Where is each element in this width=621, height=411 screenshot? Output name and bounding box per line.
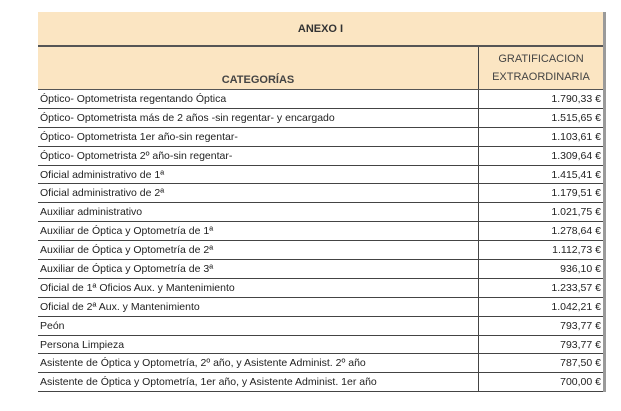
category-cell: Auxiliar de Óptica y Optometría de 3ª <box>40 262 214 275</box>
table-row <box>38 203 603 222</box>
annex-table <box>38 12 606 392</box>
category-cell: Oficial de 2ª Aux. y Mantenimiento <box>40 300 200 313</box>
category-cell: Persona Limpieza <box>40 338 125 351</box>
table-row <box>38 373 603 392</box>
category-cell: Óptico- Optometrista 1er año-sin regentar- <box>40 130 238 143</box>
table-row <box>38 109 603 128</box>
amount-cell: 1.021,75 € <box>478 203 603 221</box>
category-cell: Óptico- Optometrista más de 2 años -sin regentar- y encargado <box>40 111 335 124</box>
amount-cell: 793,77 € <box>478 317 603 335</box>
amount-cell: 1.515,65 € <box>478 109 603 127</box>
header-amount-line2: EXTRAORDINARIA <box>492 71 590 83</box>
table-title: ANEXO I <box>38 12 603 47</box>
header-amount-line1: GRATIFICACION <box>498 53 584 65</box>
table-row <box>38 298 603 317</box>
amount-cell: 1.103,61 € <box>478 128 603 146</box>
category-cell: Auxiliar administrativo <box>40 206 143 219</box>
table-row <box>38 222 603 241</box>
table-row <box>38 260 603 279</box>
amount-cell: 793,77 € <box>478 336 603 354</box>
amount-cell: 1.309,64 € <box>478 147 603 165</box>
amount-cell: 787,50 € <box>478 354 603 372</box>
category-cell: Óptico- Optometrista 2º año-sin regentar- <box>40 149 233 162</box>
amount-cell: 1.278,64 € <box>478 222 603 240</box>
amount-cell: 1.790,33 € <box>478 90 603 108</box>
table-row <box>38 166 603 185</box>
category-cell: Oficial administrativo de 2ª <box>40 187 165 200</box>
category-cell: Auxiliar de Óptica y Optometría de 1ª <box>40 225 214 238</box>
table-row <box>38 90 603 109</box>
amount-cell: 1.112,73 € <box>478 241 603 259</box>
amount-cell: 700,00 € <box>478 373 603 391</box>
table-row <box>38 336 603 355</box>
table-row <box>38 147 603 166</box>
table-row <box>38 128 603 147</box>
amount-cell: 1.233,57 € <box>478 279 603 297</box>
table-row <box>38 354 603 373</box>
table-row <box>38 184 603 203</box>
amount-cell: 1.042,21 € <box>478 298 603 316</box>
table-row <box>38 279 603 298</box>
amount-cell: 1.179,51 € <box>478 184 603 202</box>
category-cell: Asistente de Óptica y Optometría, 1er año, y Asistente Administ. 1er año <box>40 376 377 389</box>
header-amount <box>478 47 603 89</box>
category-cell: Peón <box>40 319 65 332</box>
amount-cell: 936,10 € <box>478 260 603 278</box>
table-row <box>38 317 603 336</box>
category-cell: Auxiliar de Óptica y Optometría de 2ª <box>40 244 214 257</box>
category-cell: Óptico- Optometrista regentando Óptica <box>40 92 227 105</box>
table-body <box>38 90 603 392</box>
table-row <box>38 241 603 260</box>
category-cell: Oficial administrativo de 1ª <box>40 168 165 181</box>
category-cell: Oficial de 1ª Oficios Aux. y Mantenimiento <box>40 281 235 294</box>
header-categories: CATEGORÍAS <box>221 74 295 86</box>
category-cell: Asistente de Óptica y Optometría, 2º año, y Asistente Administ. 2º año <box>40 357 366 370</box>
header-row <box>38 47 603 90</box>
amount-cell: 1.415,41 € <box>478 166 603 184</box>
